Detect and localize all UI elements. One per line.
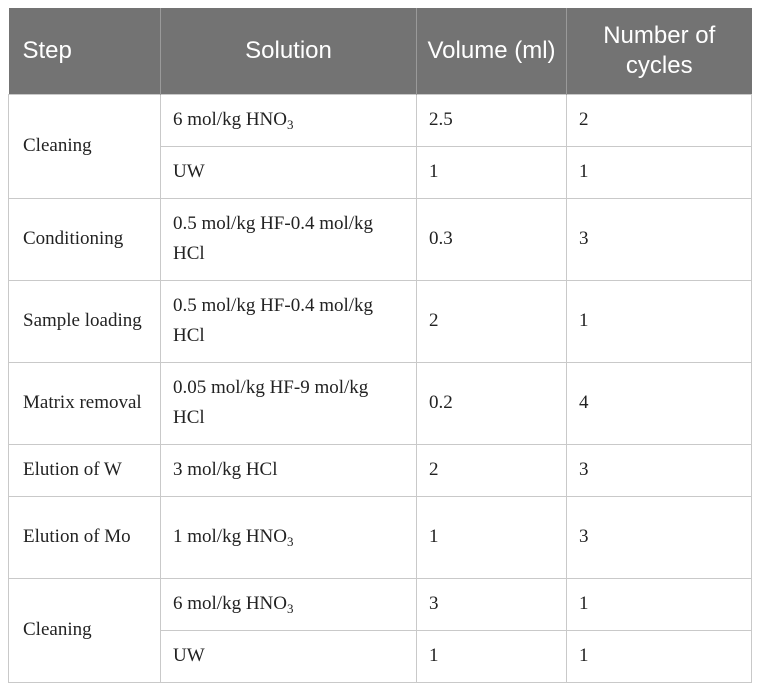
- table-body: [9, 94, 752, 682]
- step-cell: Elution of Mo: [9, 496, 161, 578]
- cycles-cell: 1: [567, 578, 752, 630]
- solution-cell: 0.5 mol/kg HF-0.4 mol/kg HCl: [161, 280, 417, 362]
- volume-cell: 1: [417, 630, 567, 682]
- solution-cell: 3 mol/kg HCl: [161, 444, 417, 496]
- cycles-cell: 3: [567, 444, 752, 496]
- solution-cell: 0.05 mol/kg HF-9 mol/kg HCl: [161, 362, 417, 444]
- table-row: [9, 198, 752, 280]
- table-row: [9, 496, 752, 578]
- header-cycles: Number of cycles: [567, 8, 752, 94]
- step-cell: Cleaning: [9, 94, 161, 198]
- table-row: [9, 362, 752, 444]
- step-cell: Sample loading: [9, 280, 161, 362]
- solution-text: 6 mol/kg HNO: [173, 593, 287, 614]
- header-step: Step: [9, 8, 161, 94]
- step-cell: Conditioning: [9, 198, 161, 280]
- cycles-cell: 3: [567, 198, 752, 280]
- cycles-cell: 1: [567, 630, 752, 682]
- table-row: [9, 444, 752, 496]
- table-row: [9, 280, 752, 362]
- cycles-cell: 3: [567, 496, 752, 578]
- solution-cell: [161, 496, 417, 578]
- cycles-cell: 2: [567, 94, 752, 146]
- cycles-cell: 4: [567, 362, 752, 444]
- volume-cell: 0.3: [417, 198, 567, 280]
- solution-subscript: 3: [287, 601, 294, 616]
- header-solution: Solution: [161, 8, 417, 94]
- header-volume: Volume (ml): [417, 8, 567, 94]
- table-header: [9, 8, 752, 94]
- volume-cell: 0.2: [417, 362, 567, 444]
- cycles-cell: 1: [567, 280, 752, 362]
- solution-subscript: 3: [287, 117, 294, 132]
- step-cell: Matrix removal: [9, 362, 161, 444]
- solution-text: 6 mol/kg HNO: [173, 109, 287, 130]
- volume-cell: 1: [417, 146, 567, 198]
- solution-cell: [161, 578, 417, 630]
- procedure-table: [8, 8, 752, 683]
- table-row: [9, 94, 752, 146]
- volume-cell: 2.5: [417, 94, 567, 146]
- volume-cell: 2: [417, 444, 567, 496]
- step-cell: Elution of W: [9, 444, 161, 496]
- volume-cell: 2: [417, 280, 567, 362]
- volume-cell: 3: [417, 578, 567, 630]
- solution-cell: [161, 94, 417, 146]
- solution-cell: UW: [161, 146, 417, 198]
- volume-cell: 1: [417, 496, 567, 578]
- solution-text: 1 mol/kg HNO: [173, 526, 287, 547]
- solution-cell: UW: [161, 630, 417, 682]
- step-cell: Cleaning: [9, 578, 161, 682]
- solution-subscript: 3: [287, 534, 294, 549]
- header-row: [9, 8, 752, 94]
- table-row: [9, 578, 752, 630]
- solution-cell: 0.5 mol/kg HF-0.4 mol/kg HCl: [161, 198, 417, 280]
- cycles-cell: 1: [567, 146, 752, 198]
